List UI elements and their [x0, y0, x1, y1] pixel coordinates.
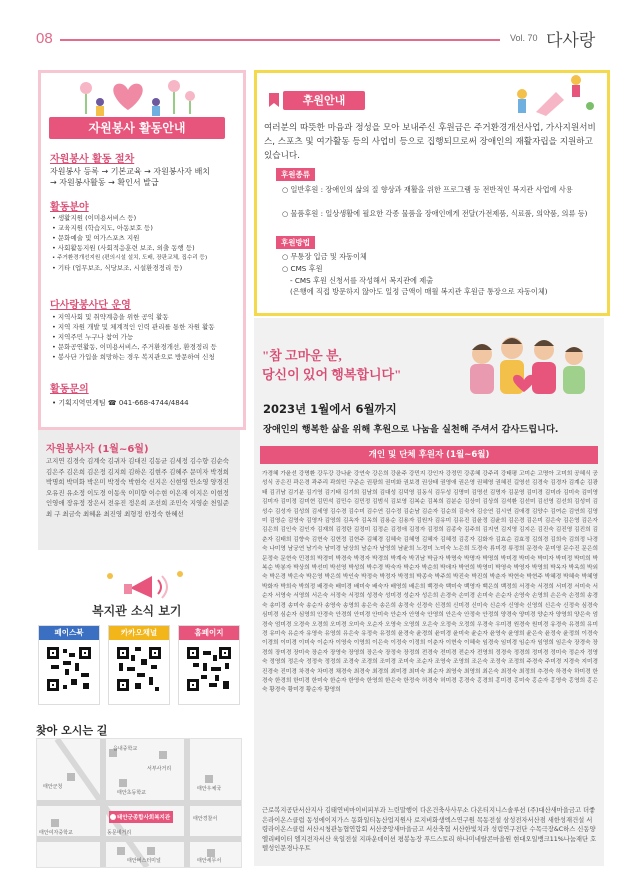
- volunteer-list-heading: 자원봉사자 (1월~6월): [46, 444, 149, 455]
- map-destination-label: 태안군종합사회복지관: [117, 815, 171, 821]
- helping-people-illustration: [506, 72, 598, 116]
- list-item: • 문화공연활동, 이미용서비스, 주거환경개선, 환경정리 등: [52, 343, 217, 351]
- bookmark-icon: [268, 92, 280, 108]
- list-item: • 사회활동지원 (사회적응훈련 보조, 외출 동행 등): [52, 244, 195, 252]
- contact-heading: 활동문의: [50, 384, 89, 395]
- donor-names: 가경혜 가윤선 강명환 강두강 강나윤 강연숙 강은희 강윤주 강민지 강인자 강정민 강종혜 강주리 강태평 고미순 고명아 고미희 공혜식 공성식 공은진 곽은경 곽주리 곽희민 구준순 권광희 권미화 권보경 권상태 권영애 권은영 권혜영 권혜진 길영선 김경숙 김경자 김계순 김광태 김귀남 김기분 김기영 김기태 김기희 김남희 김대성 김덕영 김동식 김두성 김명미 김명선 김명자 김문영 김미경 김미라 김미숙 김미영 김미자 김미정 김미현 김민석 김민수 김민정 김범식 김보영 김복순 김복희 김분순 김상미 김상희 김석환 김선미 김선영 김선희 김성미 김성수 김성자 김성희 김세영 김수경 김수미 김수연 김수정 김순남 김순자 김순희 김숙자 김승연 김시연 김애경 김양수 김여순 김연희 김영미 김영순 김영숙 김영자 김영희 김옥자 김옥희 김용순 김용자 김원자 김유미 김유진 김윤정 김윤희 김은경 김은미 김은숙 김은영 김은자 김은희 김인숙 김인자 김재희 김정란 김정미 김정순 김정애 김정자 김정희 김종숙 김주희 김지연 김지영 김지은 김진숙 김진영 김진희 김춘자 김태희 김향숙 김현숙 김현정 김현주 김혜경 김혜숙 김혜영 김혜자 김혜정 김홍자 김화자 김효순 김효정 김희경 김희숙 김희정 나경숙 나미영 남궁연 남기숙 남미경 남상희 남순자 남영희 남윤희 노경미 노미숙 노은희 도경숙 류미경 류정희 문경숙 문미영 문수진 문은희 문정숙 문현숙 민경희 박경미 박경숙 박경자 박경희 박계숙 박귀남 박금자 박명숙 박명자 박명희 박미경 박미숙 박미자 박미정 박미희 박복순 박봉자 박상희 박선미 박선영 박성희 박수경 박숙자 박순자 박순희 박애자 박연희 박영미 박영숙 박영자 박영희 박옥자 박옥희 박외숙 박은경 박은숙 박은영 박은희 박인숙 박정숙 박정자 박정희 박종숙 박주희 박진숙 박진희 박춘자 박현숙 박현주 박혜경 박혜숙 박혜영 박화자 박희숙 박희정 배경숙 배미경 배미숙 배숙자 배영희 배은희 백경숙 백미숙 백영자 백은희 백정희 서경숙 서경희 서미경 서미숙 서순자 서영숙 서영희 서은숙 서정숙 서정희 성경숙 성미경 성순자 성은희 손경숙 손미경 손미숙 손순자 손영숙 손영희 손은숙 손정희 송경숙 송미경 송미숙 송순자 송영숙 송영희 송은숙 송은희 송정숙 신경숙 신경희 신미경 신미숙 신순자 신영숙 신영희 신은숙 신정숙 심경숙 심미경 심순자 심영희 안경숙 안경희 안미경 안미숙 안순자 안영숙 안영희 안은숙 안정숙 안정희 양경숙 양미경 양순자 양영희 양은숙 엄경숙 엄미경 오경숙 오경희 오미경 오미숙 오순자 오영숙 오영희 오은숙 오정숙 오정희 우경숙 우미경 원경숙 원미경 유경숙 유경희 유미경 유미숙 유순자 유영숙 유영희 유은숙 유정숙 유정희 윤경숙 윤경희 윤미경 윤미숙 윤순자 윤영숙 윤영희 윤은숙 윤정숙 윤정희 이경숙 이경희 이미경 이미숙 이순자 이영숙 이영희 이은숙 이정숙 이정희 이춘자 이현숙 이혜숙 임경숙 임미경 임순자 임영희 임은숙 장경숙 장경희 장미경 장미숙 장순자 장영숙 장영희 장은숙 장정숙 장정희 전경숙 전미경 전순자 전영희 정경숙 정경희 정미경 정미숙 정순자 정영숙 정영희 정은숙 정정숙 정정희 조경숙 조경희 조미경 조미숙 조순자 조영숙 조영희 조은숙 조정숙 조정희 주경숙 주미경 지경숙 지미경 진경숙 진미경 차경숙 차미경 채경숙 최경숙 최경희 최미경 최미숙 최순자 최영숙 최영희 최은숙 최정숙 최정희 추경숙 하경숙 하미경 한경숙 한경희 한미경 한미숙 한순자 한영숙 한영희 한은숙 한정숙 허경숙 허미경 홍경숙 홍경희 홍미경 홍미숙 홍순자 홍영숙 홍영희 홍은숙 황경숙 황미경 황순자 황영희: [262, 471, 598, 694]
- volume-label: Vol. 70: [510, 33, 538, 43]
- thanks-slogan: [262, 346, 401, 384]
- map-place: 서부사거리: [147, 766, 172, 772]
- list-item: • 봉사단 가입을 희망하는 경우 복지관으로 방문하여 신청: [52, 353, 215, 361]
- volunteer-guide-title: 자원봉사 활동안내: [49, 117, 225, 139]
- contact-phone: • 기획지역연계팀 ☎ 041-668-4744/4844: [52, 399, 189, 407]
- kakao-qr-code[interactable]: [115, 645, 163, 693]
- procedure-line: 자원봉사 등록 → 기본교육 → 자원봉사자 배치: [50, 167, 211, 176]
- map-place: 태안경찰서: [193, 816, 218, 822]
- sponsor-method-item: ○ 무통장 입금 및 자동이체: [282, 252, 367, 261]
- thanks-period: 2023년 1월에서 6월까지: [263, 402, 397, 416]
- list-item: • 지역주민 누구나 참여 가능: [52, 333, 134, 341]
- procedure-heading: 자원봉사 활동 절차: [50, 154, 135, 165]
- sponsor-method-item: ○ CMS 후원: [282, 264, 323, 273]
- sponsor-method-item: - CMS 후원 신청서를 작성해서 복지관에 제출: [290, 276, 434, 285]
- facebook-label: 페이스북: [39, 626, 99, 640]
- family-illustration: [460, 326, 600, 402]
- operation-heading: 다사랑봉사단 운영: [50, 300, 131, 311]
- procedure-line: → 자원봉사활동 → 확인서 발급: [50, 178, 159, 187]
- location-map[interactable]: [36, 738, 242, 868]
- sponsor-types-tag: 후원종류: [276, 168, 315, 181]
- list-item: • 생활지원 (이미용서비스 등): [52, 214, 137, 222]
- list-item: • 지역사회 및 취약계층을 위한 공익 활동: [52, 313, 169, 321]
- list-item: • 지역 자원 개발 및 체계적인 인력 관리를 통한 자원 활동: [52, 323, 215, 331]
- map-place: 태안여자중학교: [39, 830, 73, 836]
- directions-heading: 찾아 오시는 길: [36, 724, 108, 737]
- volunteer-names: 고지연 김경숙 김계숙 김귀자 김대진 김동균 김세정 김수향 김순숙 김은주 김은희 김은정 김지희 김하은 김현주 김혜주 문미자 박경희 박명희 박미화 박은미 박정숙 박현숙 신지은 신현영 안소영 양경진 오유진 유소정 이도경 이동욱 이미향 이수현 이은재 이지은 이현정 인영애 장유정 장은서 전유진 정은희 조선희 조민숙 지영순 천일준 최 구 최금숙 최혜윤 최진영 최형정 한정숙 한혜선: [46, 457, 229, 518]
- facebook-qr-card[interactable]: [38, 625, 100, 705]
- map-place: 태안초등학교: [117, 790, 146, 796]
- procedure-text: [50, 166, 236, 188]
- homepage-qr-code[interactable]: [185, 645, 233, 693]
- header-rule: [60, 39, 500, 41]
- homepage-label: 홈페이지: [179, 626, 239, 640]
- location-pin-icon: [110, 814, 116, 820]
- donor-list-heading: 개인 및 단체 후원자 (1월~6월): [260, 446, 598, 464]
- flower-heart-illustration: [64, 74, 204, 116]
- slogan-line: 당신이 있어 행복합니다": [262, 367, 402, 382]
- news-title: 복지관 소식 보기: [92, 604, 182, 618]
- sponsor-title: 후원안내: [283, 91, 365, 110]
- map-place: 태안군청: [43, 784, 63, 790]
- brand-title: 다사랑: [546, 31, 596, 50]
- list-item: • 교육지원 (학습지도, 아동보호 등): [52, 224, 153, 232]
- slogan-line: "참 고마운 분,: [262, 348, 342, 363]
- map-place: 태안우체국: [197, 786, 222, 792]
- map-place: 읍내중학교: [113, 746, 138, 752]
- map-place: 태안버스터미널: [127, 858, 161, 864]
- map-place: 태안세무서: [197, 858, 222, 864]
- fields-list: [52, 213, 238, 273]
- list-item: • 문화예술 및 여가스포츠 지원: [52, 234, 140, 242]
- sponsor-method-item: (은행에 직접 방문하지 않아도 일정 금액이 매월 복지관 후원금 통장으로 자동이체): [290, 287, 548, 296]
- sponsor-methods-tag: 후원방법: [276, 236, 315, 249]
- homepage-qr-card[interactable]: [178, 625, 240, 705]
- sponsor-intro: 여러분의 따뜻한 마음과 정성을 모아 보내주신 후원금은 주거환경개선사업, 가사지원서비스, 스포츠 및 여가활동 등의 사업비 등으로 집행되므로써 장애인의 재활자립을 지원하고 있습니다.: [264, 123, 596, 161]
- fields-heading: 활동분야: [50, 202, 89, 213]
- facebook-qr-code[interactable]: [45, 645, 93, 693]
- thanks-subtitle: 장애인의 행복한 삶을 위해 후원으로 나눔을 실천해 주셔서 감사드립니다.: [263, 424, 559, 435]
- sponsor-type-item: ○ 물품후원 : 일상생활에 필요한 각종 물품을 장애인에게 전달(가전제품, 식료품, 의약품, 의류 등): [282, 209, 588, 218]
- megaphone-illustration: [100, 566, 190, 600]
- map-drawing: [37, 739, 241, 867]
- sponsor-type-item: ○ 일반후원 : 장애인의 삶의 질 향상과 재활을 위한 프로그램 등 전반적인 복지관 사업에 사용: [282, 185, 573, 194]
- page-number: 08: [36, 30, 53, 47]
- operation-list: [52, 312, 238, 362]
- kakao-label: 카카오채널: [109, 626, 169, 640]
- map-place: 동문네거리: [107, 830, 132, 836]
- donor-organizations: 근로복지공단서산지사 김태연비마이비피부과 느린말행이 다온건축사사무소 다온티지니스솔루션 (주)대산새마을금고 더좋은라이온스클럽 동성에이지가스 동화일티농산업지원사 로지비화생엑스연구원 목동전설 삼성전자서산점 새한성재건설 서령라이온스클럽 서산시청관농협연합회 서산중앙새마을금고 서산축협 서산한빛치과 성림연구전단 수목극장&C하스 신동양엘리베이터 엘지전자서산 육일전설 지파운데이션 평봉농장 푸드스토리 하나미네랄콘마을원 현대오일뱅크11%나눔재단 호텔성인문경나우트: [262, 807, 597, 853]
- list-item: • 기타 (업무보조, 식당보조, 시설환경정리 등): [52, 264, 183, 272]
- kakao-qr-card[interactable]: [108, 625, 170, 705]
- list-item: • 주거환경개선지원 (편의시설 설치, 도배, 장판교체, 집수리 등): [52, 255, 208, 261]
